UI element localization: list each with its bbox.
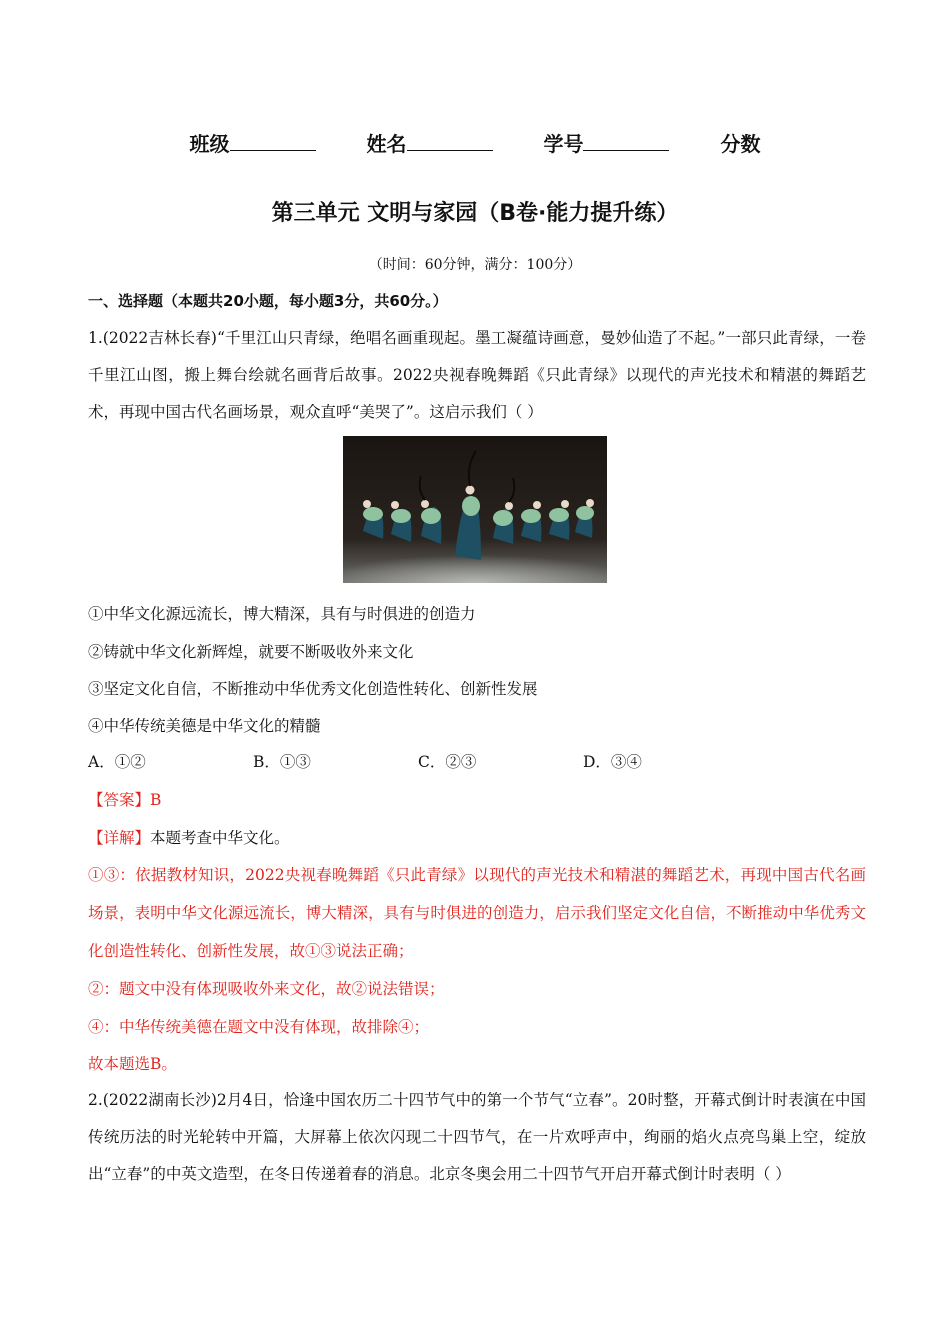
student-id-blank[interactable] [583, 132, 669, 151]
statement-3: ③坚定文化自信，不断推动中华优秀文化创造性转化、创新性发展 [88, 680, 538, 698]
question-1-stem: 1.(2022吉林长春)“千里江山只青绿，绝唱名画重现起。墨工凝蕴诗画意，曼妙仙造了不起。”一部只此青绿，一卷千里江山图，搬上舞台绘就名画背后故事。2022央视春晚舞蹈《只此青绿》以现代的声光技术和精湛的舞蹈艺术，再现中国古代名画场景，观众直呼“美哭了”。这启示我们（ ） [88, 329, 866, 421]
question-2-stem: 2.(2022湖南长沙)2月4日，恰逢中国农历二十四节气中的第一个节气“立春”。20时整，开幕式倒计时表演在中国传统历法的时光轮转中开篇，大屏幕上依次闪现二十四节气，在一片欢呼声中，绚丽的焰火点亮鸟巢上空，绽放出“立春”的中英文造型，在冬日传递着春的消息。北京冬奥会用二十四节气开启开幕式倒计时表明（ ） [88, 1091, 866, 1183]
name-field [367, 128, 493, 157]
explanation-4: 故本题选B。 [88, 1055, 177, 1073]
answer-value: B [150, 791, 162, 809]
explanation-1: ①③：依据教材知识，2022央视春晚舞蹈《只此青绿》以现代的声光技术和精湛的舞蹈艺术，再现中国古代名画场景，表明中华文化源远流长，博大精深，具有与时俱进的创造力，启示我们坚定文化自信，不断推动中华优秀文化创造性转化、创新性发展，故①③说法正确； [88, 866, 866, 960]
class-blank[interactable] [230, 132, 316, 151]
exam-header [0, 128, 950, 157]
score-field [720, 128, 760, 157]
class-field [190, 128, 316, 157]
score-label: 分数 [720, 132, 761, 156]
exam-time-info: （时间：60分钟，满分：100分） [368, 257, 582, 273]
detail-text: 本题考查中华文化。 [150, 829, 290, 847]
class-label: 班级 [189, 132, 230, 156]
name-blank[interactable] [407, 132, 493, 151]
page-title: 第三单元 文明与家园（B卷·能力提升练） [271, 201, 679, 226]
statement-1: ①中华文化源远流长，博大精深，具有与时俱进的创造力 [88, 605, 476, 623]
explanation-3: ④：中华传统美德在题文中没有体现，故排除④； [88, 1018, 430, 1036]
explanation-2: ②：题文中没有体现吸收外来文化，故②说法错误； [88, 980, 445, 998]
dance-performance-photo [343, 436, 607, 583]
section-heading: 一、选择题（本题共20小题，每小题3分，共60分。） [88, 292, 448, 310]
choice-c[interactable]: C．②③ [418, 753, 477, 771]
name-label: 姓名 [366, 132, 407, 156]
statement-4: ④中华传统美德是中华文化的精髓 [88, 717, 321, 735]
student-id-label: 学号 [543, 132, 584, 156]
statement-2: ②铸就中华文化新辉煌，就要不断吸收外来文化 [88, 643, 414, 661]
detail-label: 【详解】 [88, 829, 151, 847]
choice-b[interactable]: B．①③ [253, 753, 311, 771]
choice-a[interactable]: A．①② [88, 753, 146, 771]
detail-line [88, 826, 290, 848]
choice-d[interactable]: D．③④ [583, 753, 642, 771]
answer-line [88, 788, 161, 810]
answer-label: 【答案】 [88, 791, 151, 809]
student-id-field [543, 128, 669, 157]
